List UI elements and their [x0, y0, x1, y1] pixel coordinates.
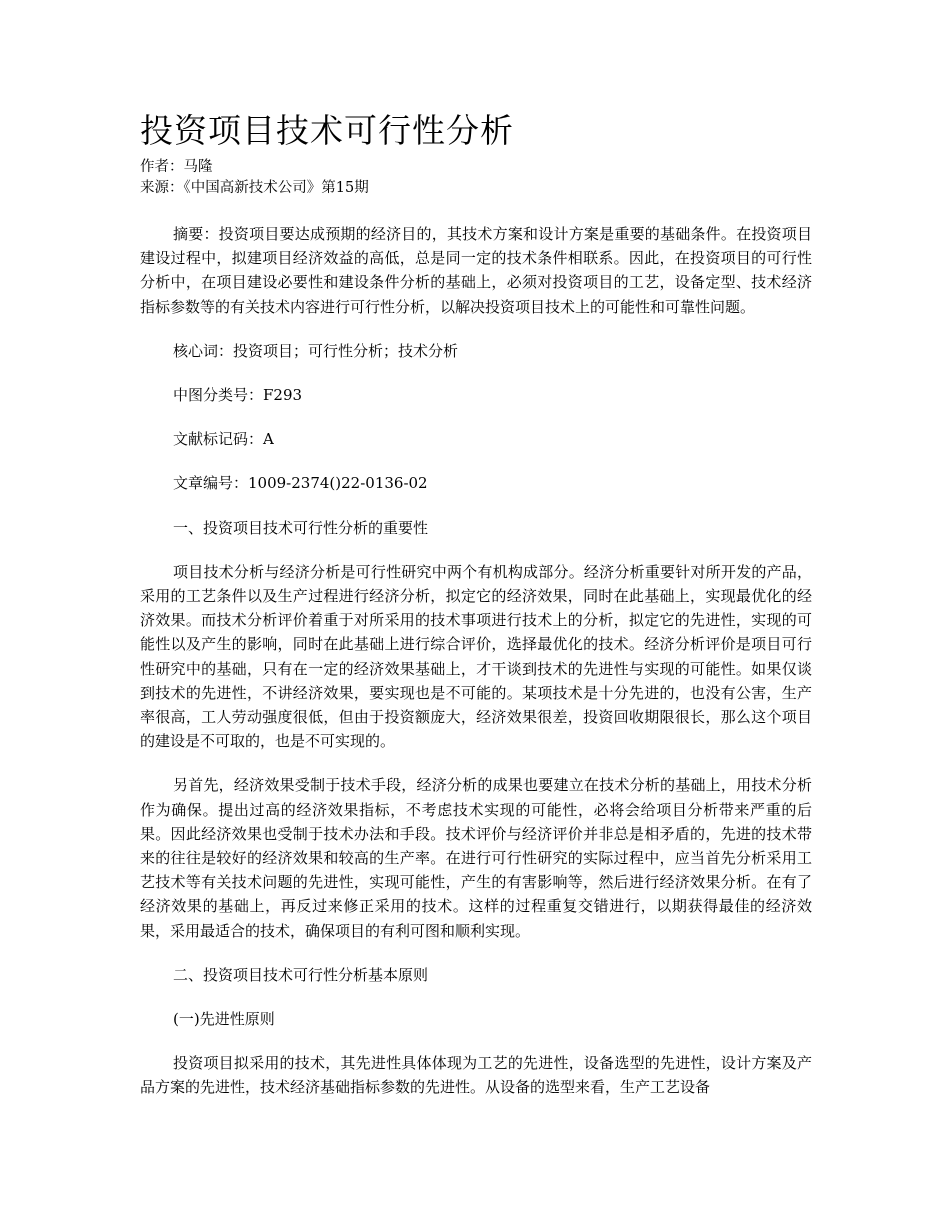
article-number: 文章编号：1009-2374()22-0136-02 — [173, 474, 428, 493]
classification-number: 中图分类号：F293 — [173, 386, 303, 405]
abstract-paragraph: 摘要：投资项目要达成预期的经济目的，其技术方案和设计方案是重要的基础条件。在投资项目建设过程中，拟建项目经济效益的高低，总是同一定的技术条件相联系。因此，在投资项目的可行性分析中，在项目建设必要性和建设条件分析的基础上，必须对投资项目的工艺，设备定型、技术经济指标参数等的有关技术内容进行可行性分析，以解决投资项目技术上的可能性和可靠性问题。 — [140, 225, 812, 316]
article-title: 投资项目技术可行性分析 — [140, 111, 514, 150]
keywords-line: 核心词：投资项目；可行性分析；技术分析 — [173, 341, 459, 360]
body-paragraph: 项目技术分析与经济分析是可行性研究中两个有机构成部分。经济分析重要针对所开发的产品，采用的工艺条件以及生产过程进行经济分析，拟定它的经济效果，同时在此基础上，实现最优化的经济效果。而技术分析评价着重于对所采用的技术事项进行技术上的分析，拟定它的先进性，实现的可能性以及产生的影响，同时在此基础上进行综合评价，选择最优化的技术。经济分析评价是项目可行性研究中的基础，只有在一定的经济效果基础上，才干谈到技术的先进性与实现的可能性。如果仅谈到技术的先进性，不讲经济效果，要实现也是不可能的。某项技术是十分先进的，也没有公害，生产率很高，工人劳动强度很低，但由于投资额庞大，经济效果很差，投资回收期限很长，那么这个项目的建设是不可取的，也是不可实现的。 — [140, 562, 812, 751]
source-line: 来源：《中国高新技术公司》第15期 — [140, 180, 369, 196]
article-meta — [140, 157, 812, 199]
author-line: 作者：马隆 — [140, 159, 213, 175]
subsection-heading-1: (一)先进性原则 — [173, 1010, 275, 1029]
section-heading-2: 二、投资项目技术可行性分析基本原则 — [173, 965, 429, 984]
article-body — [140, 222, 812, 1100]
body-paragraph: 投资项目拟采用的技术，其先进性具体体现为工艺的先进性，设备选型的先进性，设计方案及产品方案的先进性，技术经济基础指标参数的先进性。从设备的选型来看，生产工艺设备 — [140, 1054, 812, 1097]
document-code: 文献标记码：A — [173, 430, 274, 449]
article — [140, 105, 812, 1120]
section-heading-1: 一、投资项目技术可行性分析的重要性 — [173, 518, 429, 537]
body-paragraph: 另首先，经济效果受制于技术手段，经济分析的成果也要建立在技术分析的基础上，用技术分析作为确保。提出过高的经济效果指标，不考虑技术实现的可能性，必将会给项目分析带来严重的后果。因此经济效果也受制于技术办法和手段。技术评价与经济评价并非总是相矛盾的，先进的技术带来的往往是较好的经济效果和较高的生产率。在进行可行性研究的实际过程中，应当首先分析采用工艺技术等有关技术问题的先进性，实现可能性，产生的有害影响等，然后进行经济效果分析。在有了经济效果的基础上，再反过来修正采用的技术。这样的过程重复交错进行，以期获得最佳的经济效果，采用最适合的技术，确保项目的有利可图和顺利实现。 — [140, 776, 812, 940]
